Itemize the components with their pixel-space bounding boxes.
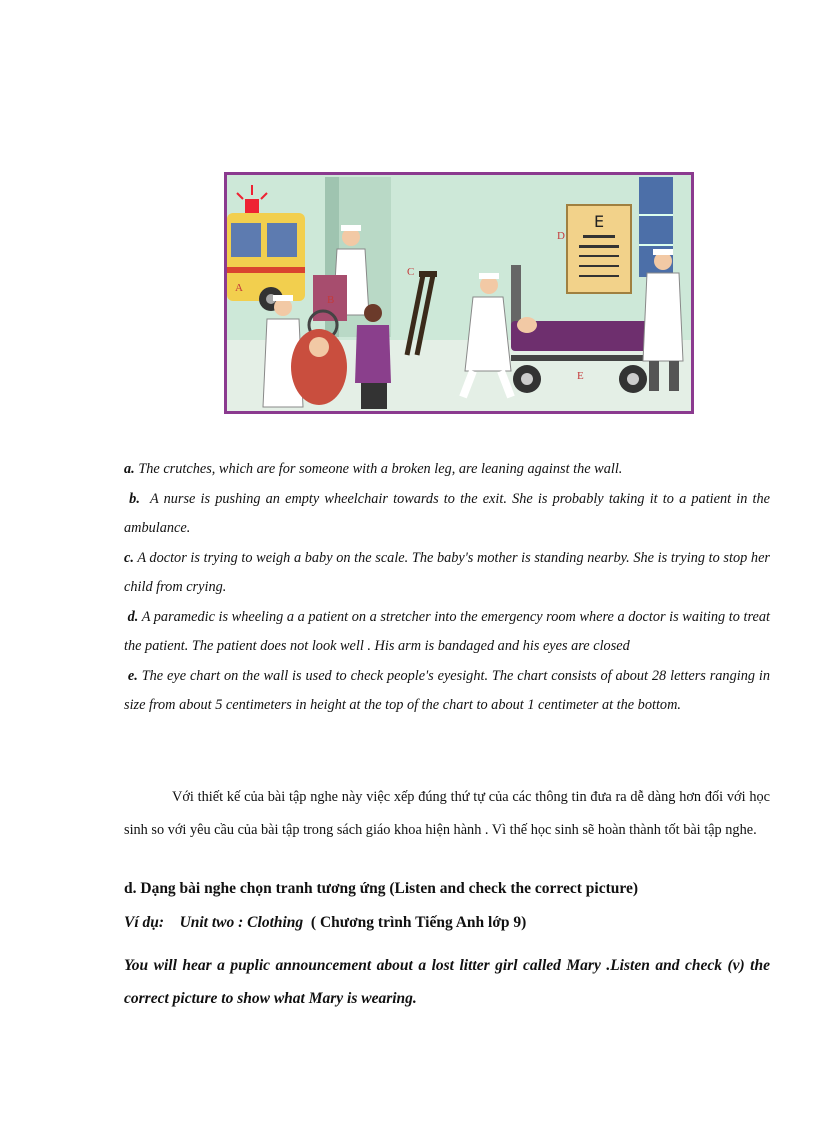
svg-text:E: E: [593, 212, 605, 231]
item-letter: b.: [129, 490, 140, 507]
item-d: [124, 603, 770, 662]
vn-paragraph-text: Với thiết kế của bài tập nghe này việc xếp đúng thứ tự của các thông tin đưa ra dễ dàng hơn đối với học sinh so với yêu cầu của bài tập trong sách giáo khoa hiện hành . Vì thế học sinh sẽ hoàn thành tốt bài tập nghe.: [124, 789, 770, 838]
example-line: [124, 914, 526, 932]
figure-label-a: A: [235, 282, 243, 294]
item-a: [124, 455, 770, 485]
item-letter: a.: [124, 461, 135, 477]
eye-chart: [567, 205, 631, 293]
section-heading-d: d. Dạng bài nghe chọn tranh tương ứng (Listen and check the correct picture): [124, 880, 639, 897]
item-b: [124, 485, 770, 544]
hospital-illustration: [224, 172, 694, 414]
item-text: A paramedic is wheeling a a patient on a stretcher into the emergency room where a doctor is waiting to treat the patient. The patient does not look well . His arm is bandaged and his eyes are closed: [124, 608, 770, 654]
item-letter: e.: [127, 667, 138, 684]
example-unit: Unit two : Clothing: [179, 914, 304, 931]
exercise-items: [124, 455, 770, 721]
figure-label-d: D: [557, 230, 565, 242]
vietnamese-paragraph: [124, 781, 770, 847]
item-c: [124, 544, 770, 603]
example-paren: ( Chương trình Tiếng Anh lớp 9): [310, 914, 527, 931]
figure-label-c: C: [407, 266, 415, 278]
item-text: The crutches, which are for someone with a broken leg, are leaning against the wall.: [138, 461, 623, 477]
item-text: A doctor is trying to weigh a baby on the scale. The baby's mother is standing nearby. She is trying to stop her child from crying.: [124, 549, 770, 595]
item-letter: d.: [127, 608, 139, 625]
example-label: Ví dụ:: [124, 914, 165, 931]
item-e: [124, 662, 770, 721]
illustration-svg: [227, 175, 691, 411]
figure-label-b: B: [327, 294, 335, 306]
item-text: The eye chart on the wall is used to check people's eyesight. The chart consists of about 28 letters ranging in size from about 5 centimeters in height at the top of the chart to about 1 centimeter at the bottom.: [124, 667, 770, 713]
item-letter: c.: [124, 549, 134, 566]
figure-label-e: E: [577, 370, 584, 382]
listening-instruction: You will hear a puplic announcement about a lost litter girl called Mary .Listen and check (v) the correct picture to show what Mary is wearing.: [124, 957, 770, 1007]
item-text: A nurse is pushing an empty wheelchair towards to the exit. She is probably taking it to a patient in the ambulance.: [124, 490, 771, 536]
